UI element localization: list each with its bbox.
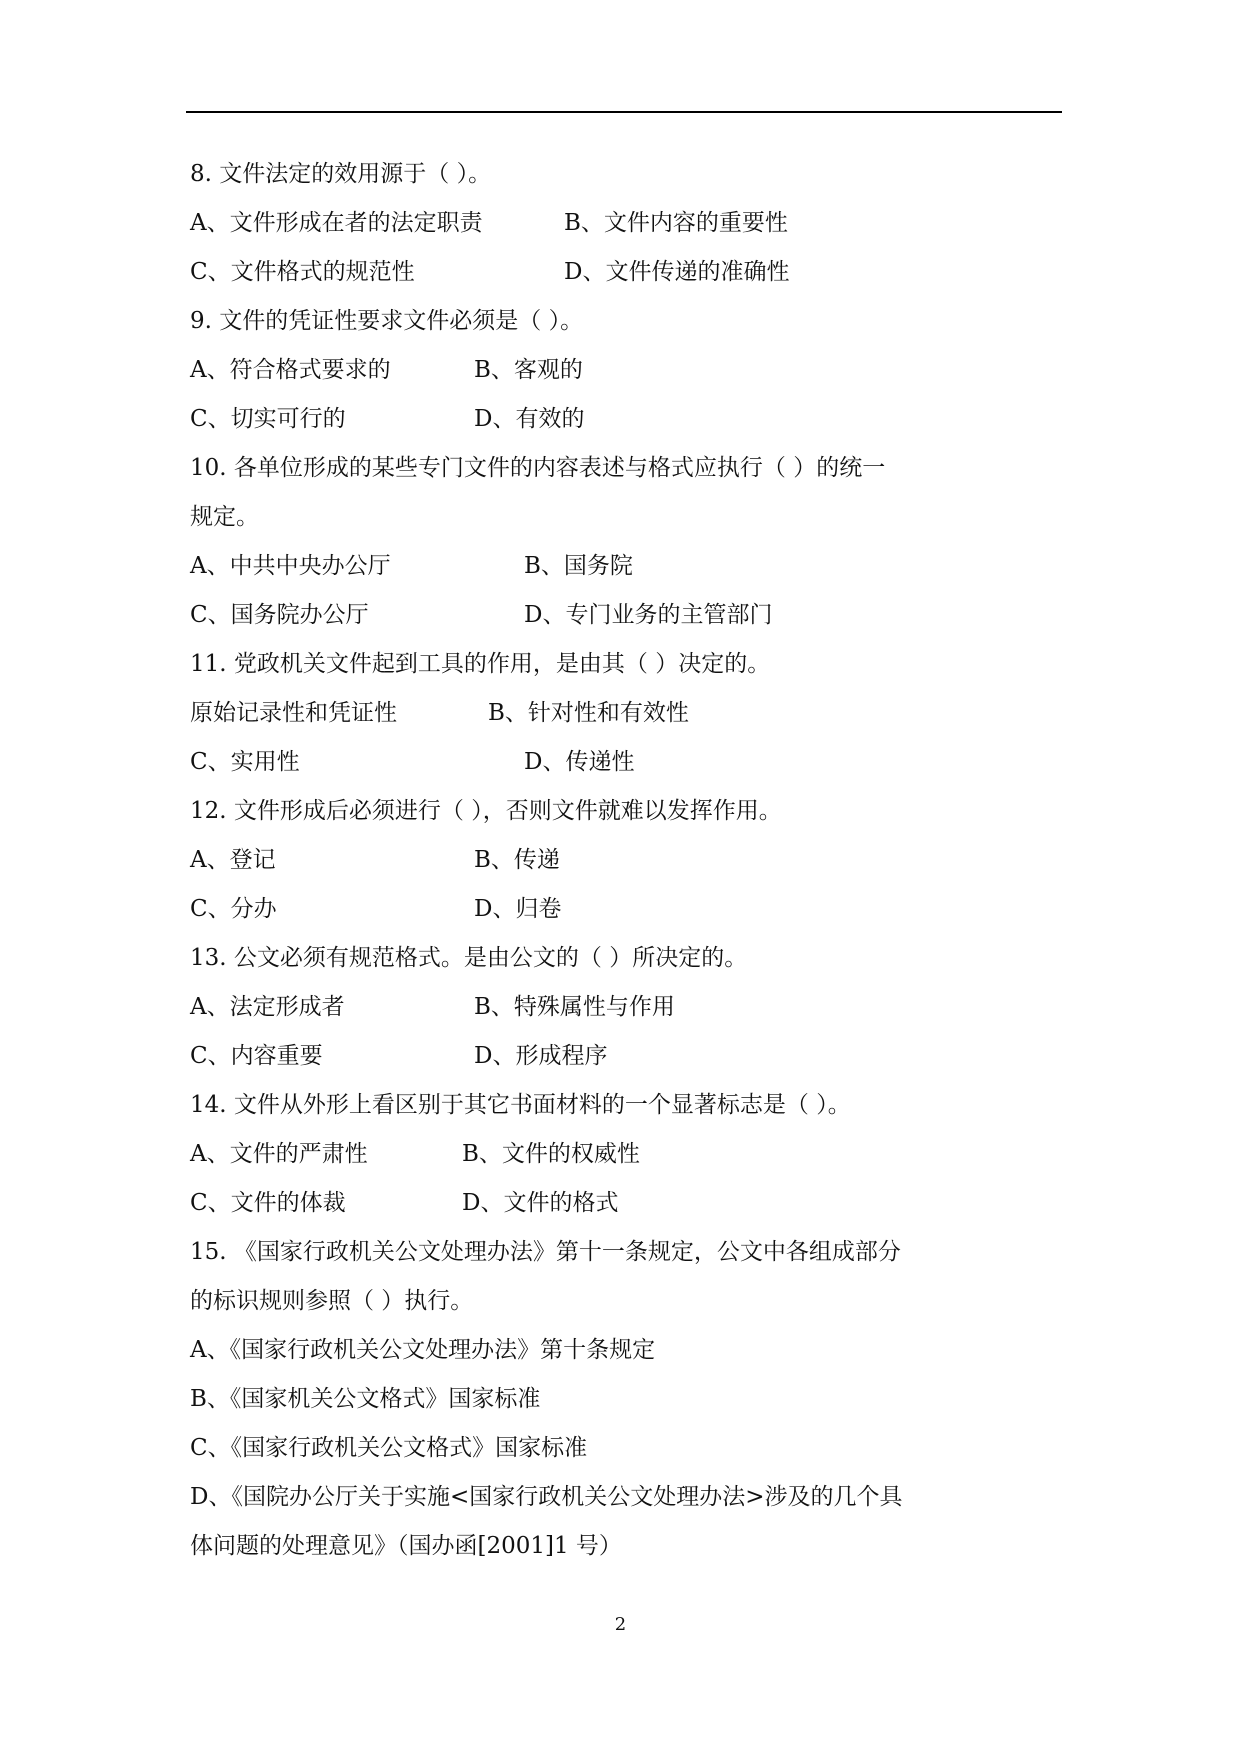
question-13-option-a: A、法定形成者 xyxy=(190,994,345,1020)
question-11-option-b: B、针对性和有效性 xyxy=(488,700,689,726)
question-15-option-a: A、《国家行政机关公文处理办法》第十条规定 xyxy=(190,1337,656,1363)
question-9-option-a: A、符合格式要求的 xyxy=(190,357,391,383)
question-15-option-d-line-1: D、《国院办公厅关于实施<国家行政机关公文处理办法>涉及的几个具 xyxy=(190,1484,903,1510)
question-12-option-b: B、传递 xyxy=(474,847,560,873)
question-9-stem: 9. 文件的凭证性要求文件必须是（ ）。 xyxy=(190,308,584,334)
question-15-stem-line-1: 15. 《国家行政机关公文处理办法》第十一条规定，公文中各组成部分 xyxy=(190,1239,901,1265)
question-14-option-c: C、文件的体裁 xyxy=(190,1190,346,1216)
question-10-option-a: A、中共中央办公厅 xyxy=(190,553,391,579)
question-10-stem-line-1: 10. 各单位形成的某些专门文件的内容表述与格式应执行（ ）的统一 xyxy=(190,455,886,481)
question-9-options-row-2 xyxy=(190,395,1070,444)
question-12-options-row-2 xyxy=(190,885,1070,934)
question-9-options-row-1 xyxy=(190,346,1070,395)
question-13-option-b: B、特殊属性与作用 xyxy=(474,994,675,1020)
question-13-options-row-2 xyxy=(190,1032,1070,1081)
document-body xyxy=(190,150,1070,1571)
question-10-stem-line-2: 规定。 xyxy=(190,504,259,530)
question-14-option-d: D、文件的格式 xyxy=(462,1190,619,1216)
question-8-option-a: A、文件形成在者的法定职责 xyxy=(190,210,483,236)
question-9-option-b: B、客观的 xyxy=(474,357,583,383)
question-12-options-row-1 xyxy=(190,836,1070,885)
question-15-stem-line-2: 的标识规则参照（ ）执行。 xyxy=(190,1288,474,1314)
question-15-option-c: C、《国家行政机关公文格式》国家标准 xyxy=(190,1435,588,1461)
question-10-options-row-2 xyxy=(190,591,1070,640)
question-10-option-b: B、国务院 xyxy=(524,553,633,579)
question-11-options-row-1 xyxy=(190,689,1070,738)
question-14-option-b: B、文件的权威性 xyxy=(462,1141,640,1167)
question-8-option-b: B、文件内容的重要性 xyxy=(564,210,788,236)
question-8-options-row-1 xyxy=(190,199,1070,248)
question-13-option-c: C、内容重要 xyxy=(190,1043,323,1069)
question-8-option-d: D、文件传递的准确性 xyxy=(564,259,790,285)
question-14-option-a: A、文件的严肃性 xyxy=(190,1141,368,1167)
question-9-option-c: C、切实可行的 xyxy=(190,406,346,432)
question-11-option-c: C、实用性 xyxy=(190,749,300,775)
question-12-option-a: A、登记 xyxy=(190,847,276,873)
question-10-option-d: D、专门业务的主管部门 xyxy=(524,602,773,628)
question-12-option-c: C、分办 xyxy=(190,896,277,922)
question-11-stem: 11. 党政机关文件起到工具的作用，是由其（ ）决定的。 xyxy=(190,651,771,677)
question-11-option-a: 原始记录性和凭证性 xyxy=(190,700,397,726)
header-rule xyxy=(186,111,1062,113)
question-15-option-b: B、《国家机关公文格式》国家标准 xyxy=(190,1386,541,1412)
question-8-stem: 8. 文件法定的效用源于（ ）。 xyxy=(190,161,492,187)
question-13-option-d: D、形成程序 xyxy=(474,1043,608,1069)
question-14-stem: 14. 文件从外形上看区别于其它书面材料的一个显著标志是（ ）。 xyxy=(190,1092,851,1118)
question-10-options-row-1 xyxy=(190,542,1070,591)
question-13-options-row-1 xyxy=(190,983,1070,1032)
question-15-option-d-line-2: 体问题的处理意见》（国办函[2001]1 号） xyxy=(190,1533,622,1559)
question-11-options-row-2 xyxy=(190,738,1070,787)
question-12-option-d: D、归卷 xyxy=(474,896,562,922)
question-12-stem: 12. 文件形成后必须进行（ ），否则文件就难以发挥作用。 xyxy=(190,798,782,824)
page-number: 2 xyxy=(614,1614,627,1635)
question-14-options-row-2 xyxy=(190,1179,1070,1228)
question-8-options-row-2 xyxy=(190,248,1070,297)
question-13-stem: 13. 公文必须有规范格式。是由公文的（ ）所决定的。 xyxy=(190,945,748,971)
question-8-option-c: C、文件格式的规范性 xyxy=(190,259,415,285)
question-11-option-d: D、传递性 xyxy=(524,749,635,775)
question-10-option-c: C、国务院办公厅 xyxy=(190,602,369,628)
question-14-options-row-1 xyxy=(190,1130,1070,1179)
question-9-option-d: D、有效的 xyxy=(474,406,585,432)
